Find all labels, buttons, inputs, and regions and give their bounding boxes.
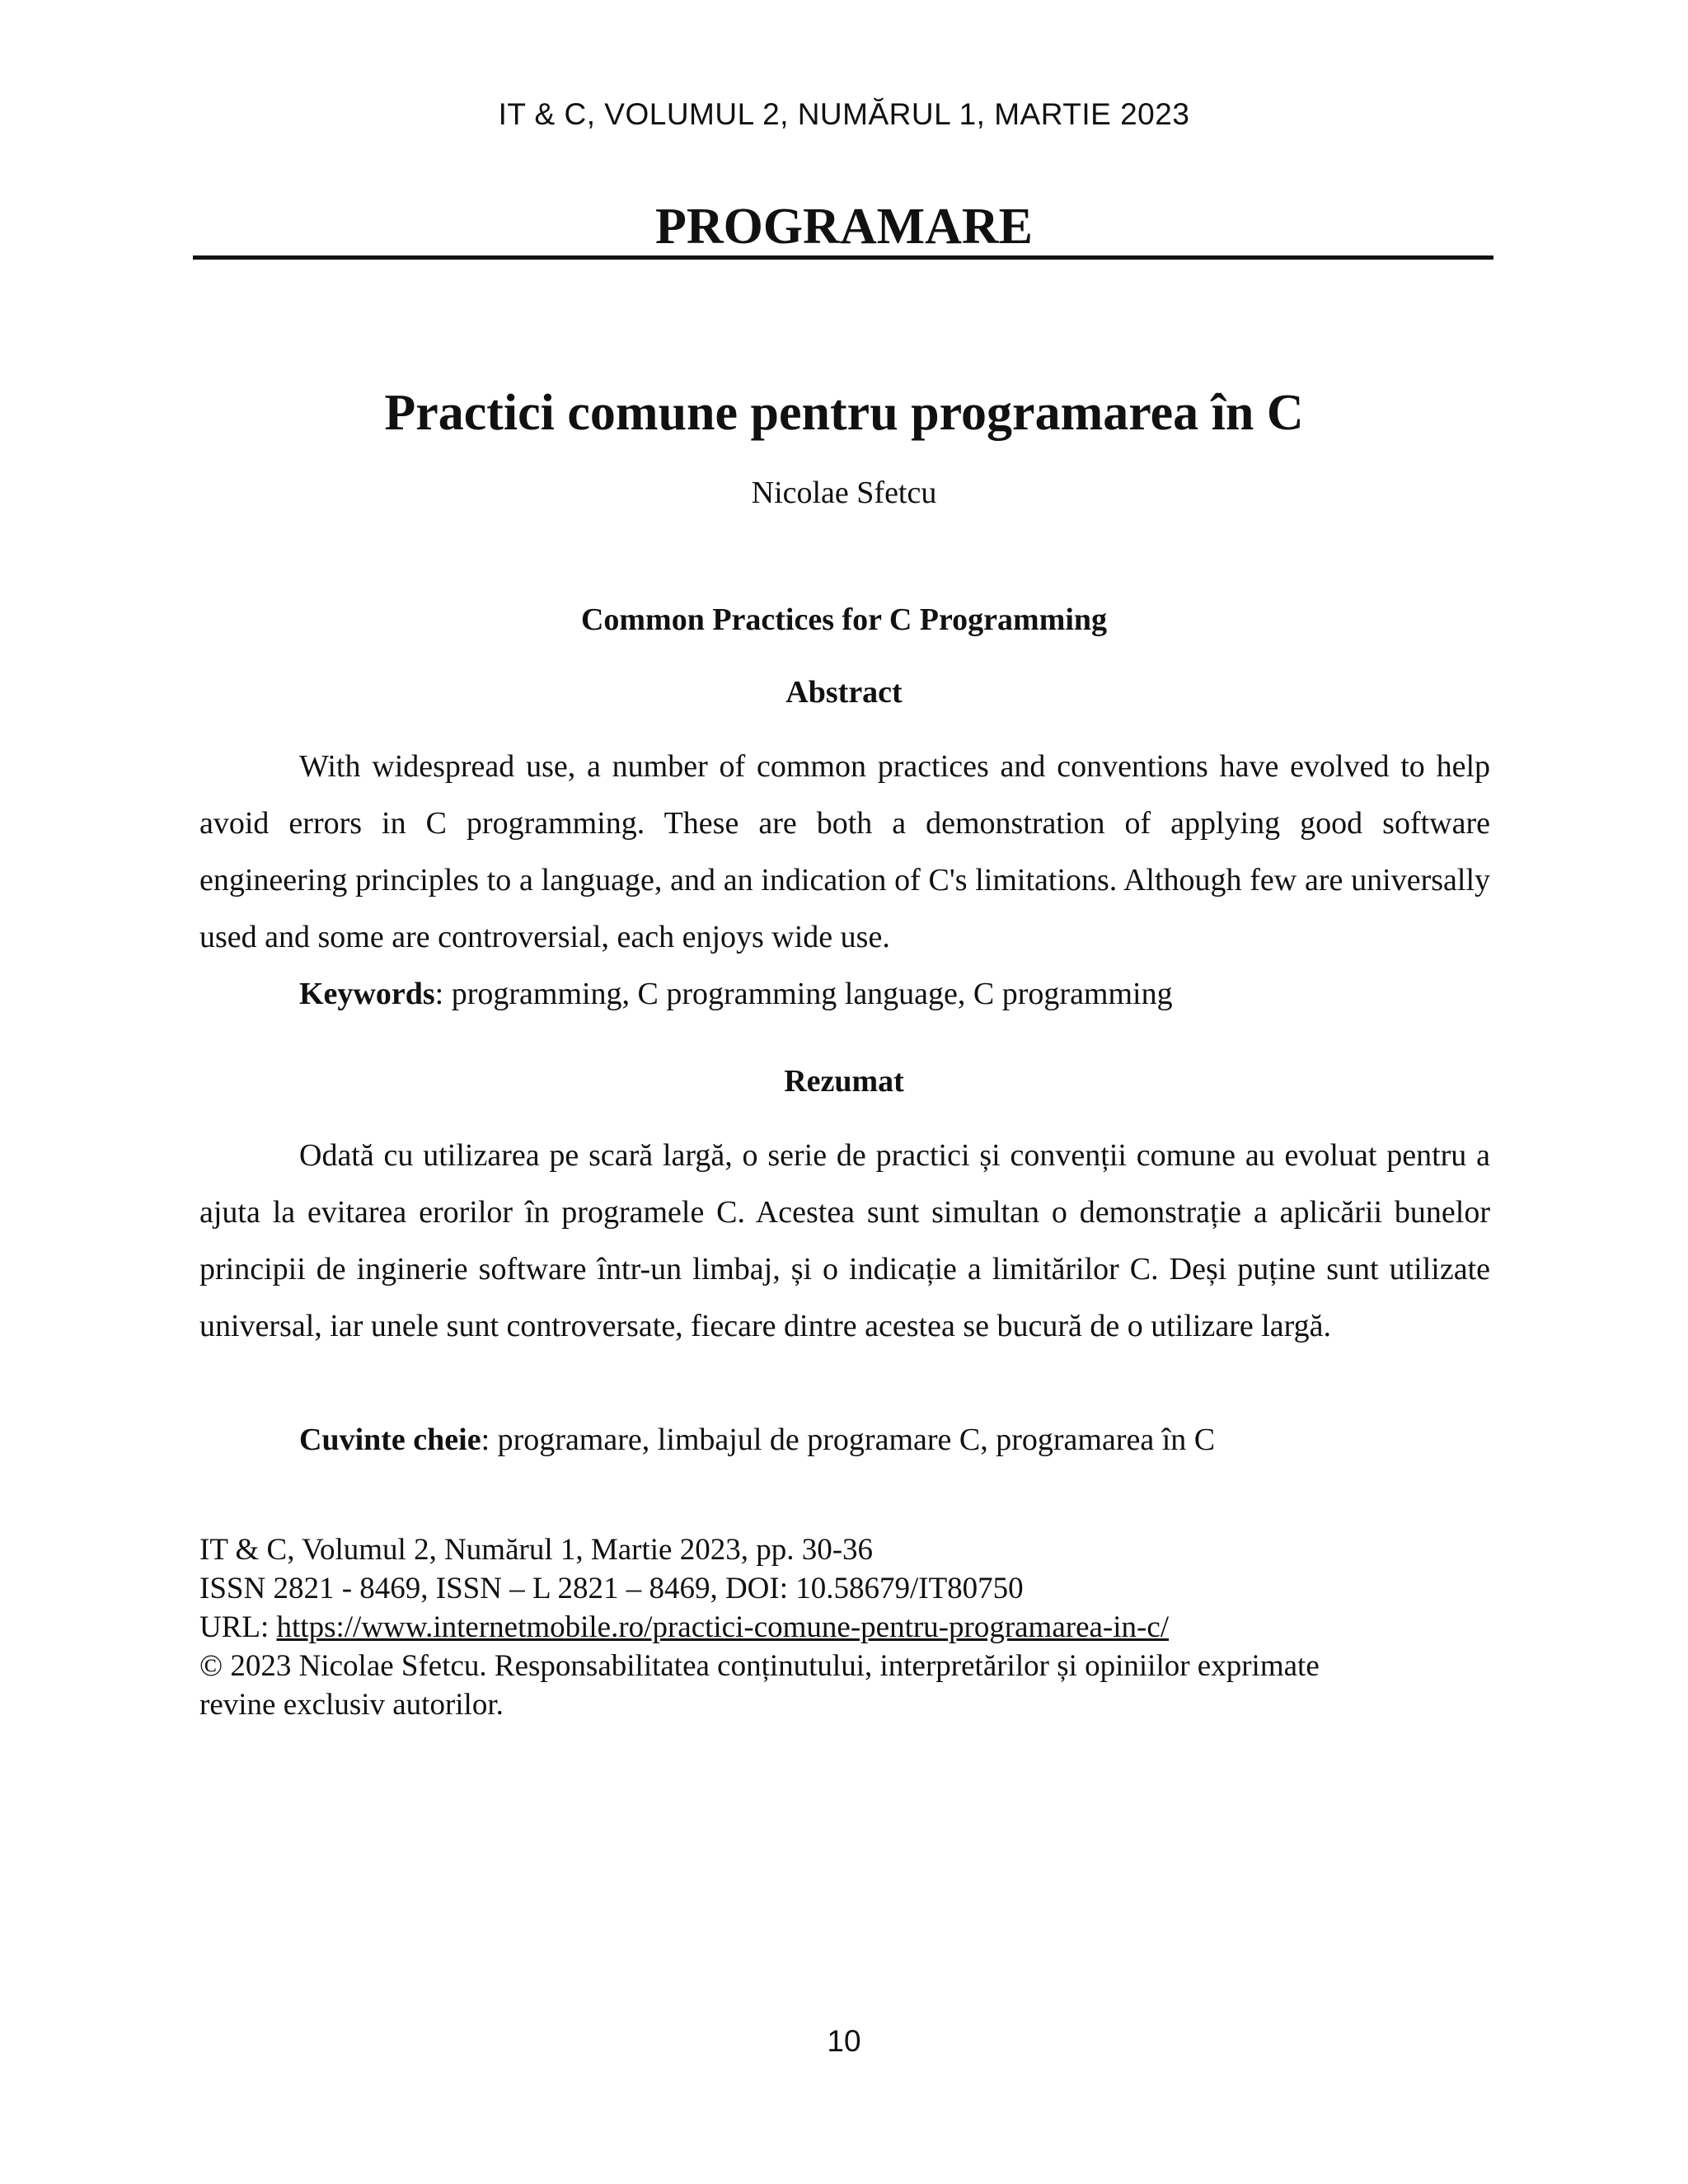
cuvinte-cheie-line: [299, 1412, 1215, 1469]
copyright-line-2: revine exclusiv autorilor.: [199, 1688, 504, 1722]
author-name: Nicolae Sfetcu: [751, 476, 937, 510]
rezumat-heading: Rezumat: [784, 1064, 904, 1099]
keywords-list: : programming, C programming language, C programming: [434, 977, 1173, 1011]
citation-issue: IT & C, Volumul 2, Numărul 1, Martie 2023, pp. 30-36: [199, 1533, 874, 1567]
running-header: IT & C, VOLUMUL 2, NUMĂRUL 1, MARTIE 2023: [498, 97, 1190, 131]
keywords-line: [299, 966, 1173, 1023]
english-title: Common Practices for C Programming: [580, 602, 1108, 637]
page-number: 10: [827, 2024, 861, 2058]
abstract-text: With widespread use, a number of common practices and conventions have evolved to help avoid errors in C programming. These are both a demonstration of applying good software engineering principles to a language, and an indication of C's limitations. Although few are universally used and some are controversial, each enjoys wide use.: [199, 749, 1490, 954]
keywords-label: Keywords: [299, 977, 435, 1011]
rezumat-text: Odată cu utilizarea pe scară largă, o serie de practici și convenții comune au evoluat pentru a ajuta la evitarea erorilor în programele C. Acestea sunt simultan o demonstrație a aplicării bunelor principii de inginerie software într-un limbaj, și o indicație a limitărilor C. Deși puține sunt utilizate universal, iar unele sunt controversate, fiecare dintre acestea se bucură de o utilizare largă.: [199, 1138, 1490, 1343]
citation-url-line: [199, 1608, 1490, 1647]
section-divider: [193, 255, 1493, 260]
paper-title: Practici comune pentru programarea în C: [384, 385, 1304, 441]
article-url-link[interactable]: https://www.internetmobile.ro/practici-comune-pentru-programarea-in-c/: [276, 1610, 1170, 1644]
url-label: URL:: [199, 1610, 277, 1644]
section-title: PROGRAMARE: [654, 199, 1034, 255]
citation-block: [199, 1530, 1490, 1724]
abstract-heading: Abstract: [785, 675, 903, 710]
cuvinte-cheie-label: Cuvinte cheie: [299, 1422, 481, 1457]
cuvinte-cheie-list: : programare, limbajul de programare C, programarea în C: [481, 1422, 1216, 1457]
copyright-line: © 2023 Nicolae Sfetcu. Responsabilitatea conținutului, interpretărilor și opiniilor exprimate: [199, 1649, 1320, 1683]
citation-issn-doi: ISSN 2821 - 8469, ISSN – L 2821 – 8469, DOI: 10.58679/IT80750: [199, 1572, 1024, 1605]
